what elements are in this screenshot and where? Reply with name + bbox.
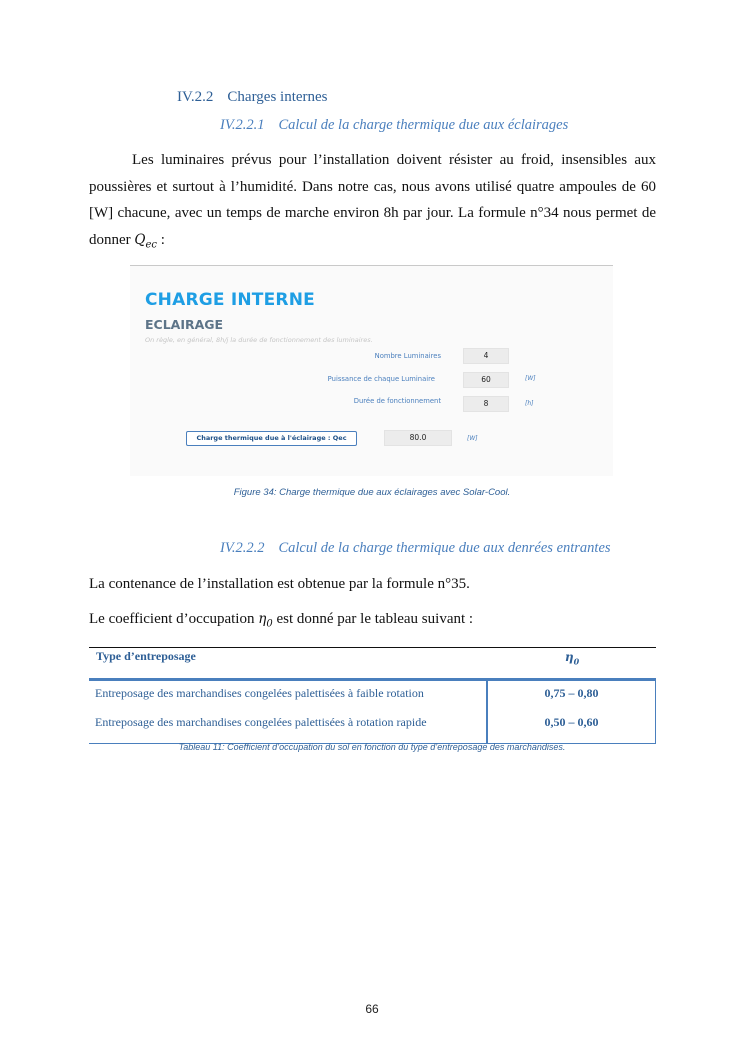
subsection-heading-1: [220, 117, 568, 134]
header-eta0: $\eta_0$: [564, 650, 580, 667]
paragraph-text: Les luminaires prévus pour l’installation doivent résister au froid, insensibles aux poussières et surtout à l’humidité. Dans notre cas, nous avons utilisé quatre ampoules de 60 [W] chacune, avec un temps de marche environ 8h par jour. La formule n°34 nous permet de donner: [89, 152, 656, 248]
field-nombre-luminaires[interactable]: 4: [463, 348, 509, 364]
subsection-number: IV.2.2.1: [220, 117, 265, 133]
section-title: Charges internes: [227, 89, 328, 105]
occupation-table: [89, 647, 656, 744]
table-row-2-type: Entreposage des marchandises congelées palettisées à rotation rapide: [95, 715, 427, 729]
unit-hour: [h]: [525, 400, 534, 407]
table-row-2-value: 0,50 – 0,60: [544, 715, 599, 729]
result-unit: [W]: [467, 435, 478, 442]
result-qec-field: 80.0: [384, 430, 452, 446]
math-symbol-eta0: $\eta_0$: [258, 611, 273, 630]
calculate-qec-button[interactable]: Charge thermique due à l'éclairage : Qec: [186, 431, 357, 446]
subsection-number: IV.2.2.2: [220, 540, 265, 556]
figure-caption: Figure 34: Charge thermique due aux éclairages avec Solar-Cool.: [233, 487, 511, 498]
app-screenshot: [130, 265, 613, 476]
table-row-1-type: Entreposage des marchandises congelées palettisées à faible rotation: [95, 686, 424, 700]
header-type: Type d’entreposage: [96, 649, 196, 663]
body-paragraph-3: Le coefficient d’occupation $\eta_0$ est donné par le tableau suivant :: [89, 611, 474, 630]
table-row-1-value: 0,75 – 0,80: [544, 686, 599, 700]
page-number: 66: [365, 1002, 379, 1016]
table-body: [89, 678, 656, 744]
unit-watt: [W]: [525, 375, 536, 382]
app-note: On règle, en général, 8h/j la durée de fonctionnement des luminaires.: [145, 336, 373, 344]
app-subtitle: ECLAIRAGE: [145, 317, 224, 332]
subsection-title: Calcul de la charge thermique due aux éclairages: [278, 117, 569, 133]
body-paragraph-1: Les luminaires prévus pour l’installation doivent résister au froid, insensibles aux poussières et surtout à l’humidité. Dans notre cas, nous avons utilisé quatre ampoules de 60 [W] chacune, avec un temps de marche environ 8h par jour. La formule n°34 nous permet de donner $Q_{ec}$ :: [89, 152, 656, 251]
section-number: IV.2.2: [177, 89, 214, 105]
body-paragraph-2: La contenance de l’installation est obtenue par la formule n°35.: [89, 576, 470, 592]
math-symbol-qec: $Q_{ec}$: [134, 231, 158, 251]
field-label-nombre: Nombre Luminaires: [374, 352, 441, 360]
field-label-puissance: Puissance de chaque Luminaire: [327, 375, 435, 383]
subsection-heading-2: [220, 540, 611, 557]
app-title: CHARGE INTERNE: [145, 290, 315, 310]
field-label-duree: Durée de fonctionnement: [353, 397, 441, 405]
section-heading: [177, 89, 328, 106]
subsection-title: Calcul de la charge thermique due aux denrées entrantes: [278, 540, 611, 556]
table-caption: Tableau 11: Coefficient d’occupation du sol en fonction du type d’entreposage des marchandises.: [178, 742, 566, 752]
field-puissance[interactable]: 60: [463, 372, 509, 388]
field-duree[interactable]: 8: [463, 396, 509, 412]
table-header: [89, 647, 656, 678]
